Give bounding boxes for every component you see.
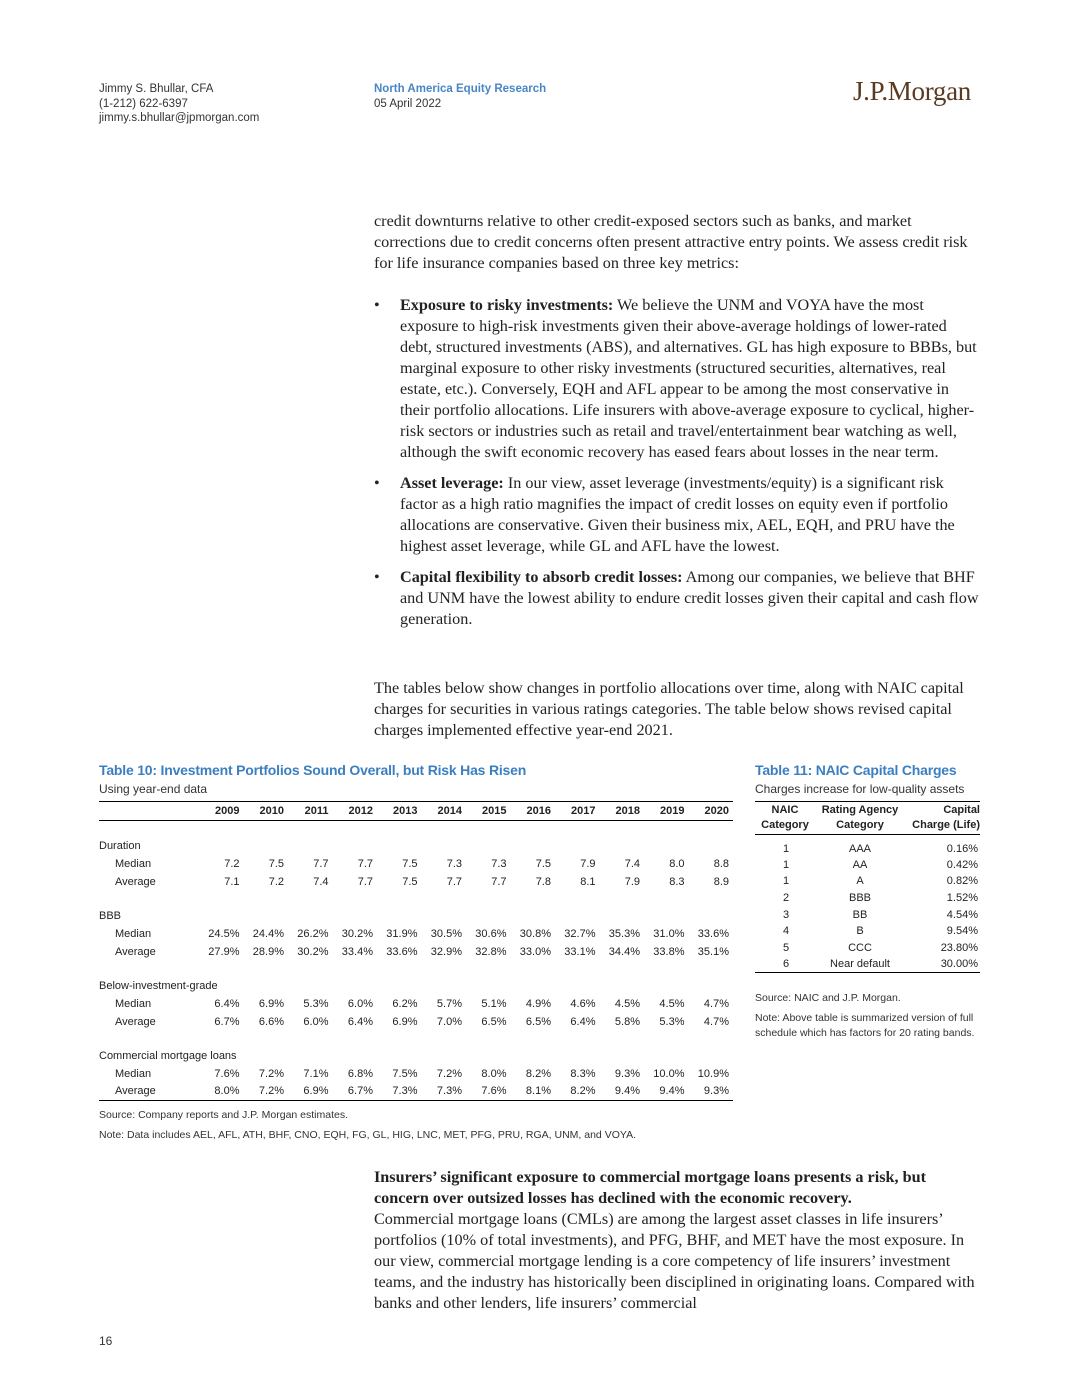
bullet-text: Among our companies, we believe that BHF and UNM have the lowest ability to endure credit losses given their capital and cash flow generation. [400,568,979,628]
list-item [374,567,980,630]
key-metrics-list [374,295,980,640]
table-cell: 7.6% [466,1083,511,1101]
table-cell: 7.0% [436,1015,462,1028]
table-row [99,873,733,891]
naic-category-cell: 5 [783,941,790,954]
row-label: Median [115,927,152,940]
rating-cell: B [856,925,864,938]
table-cell: 7.7 [313,857,329,870]
table-cell: 8.9 [713,875,729,888]
table-cell: 32.9% [430,945,462,958]
capital-charge-header: Capital Charge (Life) [905,802,980,835]
table-cell: 30.6% [475,927,507,940]
table-cell: 7.3 [491,857,507,870]
table-cell: 7.5 [402,875,418,888]
table-cell: 7.7 [491,875,507,888]
table-cell: 30.2% [297,945,329,958]
year-header: 2013 [377,802,422,821]
naic-category-cell: 1 [783,842,790,855]
group-row [99,977,733,995]
label-header [99,802,199,821]
table-cell: 6.8% [347,1067,373,1080]
table-cell: 7.4 [624,857,640,870]
table-cell: 6.7% [333,1083,378,1101]
bullet-title: Capital flexibility to absorb credit losses: [400,568,683,586]
table-cell: 7.1 [224,875,240,888]
table-cell: 31.9% [386,927,418,940]
group-label: Duration [99,839,141,852]
table-cell: 8.0% [481,1067,507,1080]
table-cell: 7.2% [244,1083,289,1101]
table-row [99,1083,733,1101]
table-row [99,943,733,961]
table-cell: 28.9% [252,945,284,958]
table-cell: 10.9% [697,1067,729,1080]
year-header: 2011 [288,802,333,821]
table-cell: 33.6% [386,945,418,958]
group-label: Commercial mortgage loans [99,1049,237,1062]
page-number: 16 [99,1334,113,1348]
table-cell: 26.2% [297,927,329,940]
table-cell: 6.9% [288,1083,333,1101]
table-row [99,925,733,943]
table-cell: 5.7% [436,997,462,1010]
table-cell: 5.3% [303,997,329,1010]
rating-cell: AA [852,858,868,871]
section-paragraph: Commercial mortgage loans (CMLs) are among the largest asset classes in life insurers’ portfolios (10% of total investments), and PFG, BHF, and MET have the most exposure. In our view, commercial mortgage lending is a core competency of life insurers’ investment teams, and the industry has historically been disciplined in originating loans. Compared with banks and other lenders, life insurers’ commercial [374,1210,975,1312]
table-cell: 7.5 [402,857,418,870]
table-cell: 35.3% [608,927,640,940]
charge-cell: 0.16% [946,842,978,855]
charge-cell: 9.54% [946,925,978,938]
author-phone: (1-212) 622-6397 [99,97,188,110]
naic-category-cell: 1 [783,858,790,871]
row-label: Median [115,857,152,870]
spacer-row [99,961,733,977]
jpmorgan-logo: J.P.Morgan [852,76,971,106]
table-cell: 6.4% [214,997,240,1010]
table-cell: 4.7% [703,997,729,1010]
table-cell: 33.8% [653,945,685,958]
year-header: 2009 [199,802,244,821]
table-cell: 7.7 [446,875,462,888]
table-cell: 4.9% [525,997,551,1010]
table-cell: 5.3% [659,1015,685,1028]
table-cell: 6.5% [525,1015,551,1028]
table-row [755,857,980,874]
tables-paragraph: The tables below show changes in portfolio allocations over time, along with NAIC capital charges for securities in various ratings categories. The table below shows revised capital charges implemented effective year-end 2021. [374,679,964,739]
table-cell: 9.3% [689,1083,734,1101]
table-row [99,995,733,1013]
year-header: 2016 [511,802,556,821]
year-header: 2018 [600,802,645,821]
charge-cell: 4.54% [946,908,978,921]
table-cell: 7.5% [392,1067,418,1080]
table-cell: 9.4% [644,1083,689,1101]
naic-category-cell: 3 [783,908,790,921]
table10-note: Note: Data includes AEL, AFL, ATH, BHF, CNO, EQH, FG, GL, HIG, LNC, MET, PFG, PRU, RGA, UNM, and VOYA. [99,1129,637,1141]
table-cell: 6.2% [392,997,418,1010]
rating-cell: AAA [848,842,871,855]
row-label: Median [115,997,152,1010]
table-cell: 6.4% [347,1015,373,1028]
table-row [755,835,980,857]
table-cell: 6.9% [392,1015,418,1028]
charge-cell: 0.82% [946,875,978,888]
table10-body [99,821,733,1101]
table-cell: 8.2% [555,1083,600,1101]
spacer-row [99,821,733,837]
table-row [755,890,980,907]
table-cell: 24.4% [252,927,284,940]
table-cell: 4.5% [659,997,685,1010]
charge-cell: 1.52% [946,891,978,904]
table-cell: 7.2% [436,1067,462,1080]
table-cell: 4.7% [703,1015,729,1028]
year-header: 2012 [333,802,378,821]
spacer-row [99,1031,733,1047]
intro-paragraph: credit downturns relative to other credit-exposed sectors such as banks, and market corrections due to credit concerns often present attractive entry points. We assess credit risk for life insurance companies based on three key metrics: [374,212,968,272]
year-header: 2017 [555,802,600,821]
rating-cell: Near default [815,956,905,973]
rating-cell: BBB [848,891,871,904]
table-cell: 6.0% [347,997,373,1010]
table-cell: 9.4% [600,1083,645,1101]
rating-cell: CCC [848,941,872,954]
year-header: 2010 [244,802,289,821]
table-row [755,956,980,973]
report-date: 05 April 2022 [374,97,442,110]
group-row [99,1047,733,1065]
naic-category-cell: 2 [783,891,790,904]
table-cell: 34.4% [608,945,640,958]
table-cell: 7.4 [313,875,329,888]
author-email[interactable]: jimmy.s.bhullar@jpmorgan.com [99,112,260,124]
author-block [99,82,259,126]
charge-cell: 23.80% [940,941,978,954]
table11-source: Source: NAIC and J.P. Morgan. [755,992,901,1004]
table-cell: 6.7% [214,1015,240,1028]
table-cell: 4.6% [570,997,596,1010]
year-header: 2015 [466,802,511,821]
table-cell: 7.1% [303,1067,329,1080]
bullet-icon: • [374,296,380,314]
spacer-row [99,891,733,907]
table10-title: Table 10: Investment Portfolios Sound Overall, but Risk Has Risen [99,762,527,778]
table-cell: 35.1% [697,945,729,958]
table-cell: 32.7% [564,927,596,940]
row-label: Average [115,1015,156,1028]
table-cell: 7.7 [357,857,373,870]
table-cell: 7.2% [258,1067,284,1080]
table-cell: 30.5% [430,927,462,940]
bullet-text: We believe the UNM and VOYA have the most exposure to high-risk investments given their above-average holdings of lower-rated debt, structured investments (ABS), and alternatives. GL has high exposure to BBBs, but marginal exposure to other risky investments (structured securities, alternatives, real estate, etc.). Conversely, EQH and AFL appear to be among the most conservative in their portfolio allocations. Life insurers with above-average exposure to cyclical, higher-risk sectors or industries such as retail and travel/entertainment bear watching as well, although the swift economic recovery has eased fears about losses in the near term. [400,296,977,461]
table-cell: 33.6% [697,927,729,940]
section-heading: Insurers’ significant exposure to commercial mortgage loans presents a risk, but concern over outsized losses has declined with the economic recovery. [374,1168,926,1207]
bullet-icon: • [374,568,380,586]
table-cell: 8.8 [713,857,729,870]
naic-capital-charges-table [755,801,980,973]
group-label: Below-investment-grade [99,979,218,992]
table-cell: 7.5 [535,857,551,870]
investment-portfolio-table [99,801,733,1101]
table-cell: 7.3% [377,1083,422,1101]
table-header-row [99,802,733,821]
table-cell: 10.0% [653,1067,685,1080]
table-cell: 7.6% [214,1067,240,1080]
table11-title: Table 11: NAIC Capital Charges [755,762,957,778]
charge-cell: 0.42% [946,858,978,871]
bullet-title: Exposure to risky investments: [400,296,614,314]
year-header: 2019 [644,802,689,821]
table10-source: Source: Company reports and J.P. Morgan estimates. [99,1109,349,1121]
charge-cell: 30.00% [905,956,980,973]
table-cell: 6.9% [258,997,284,1010]
author-name: Jimmy S. Bhullar, CFA [99,83,214,95]
table-cell: 8.3% [570,1067,596,1080]
table-cell: 33.1% [564,945,596,958]
table-cell: 33.4% [341,945,373,958]
rating-cell: BB [852,908,868,921]
table-cell: 8.3 [669,875,685,888]
table-cell: 27.9% [208,945,240,958]
naic-category-header: NAIC Category [755,802,815,835]
table-cell: 8.1% [511,1083,556,1101]
rating-agency-header: Rating Agency Category [815,802,905,835]
row-label: Average [115,875,156,888]
table-cell: 7.2 [268,875,284,888]
table-cell: 30.2% [341,927,373,940]
year-header: 2014 [422,802,467,821]
table-cell: 8.2% [525,1067,551,1080]
table-cell: 7.2 [224,857,240,870]
table-cell: 7.3% [422,1083,467,1101]
group-label: BBB [99,909,122,922]
table-cell: 6.6% [258,1015,284,1028]
table-cell: 8.0% [199,1083,244,1101]
row-label: Average [99,1083,199,1101]
naic-category-cell: 6 [755,956,815,973]
table-cell: 6.4% [570,1015,596,1028]
table-row [99,855,733,873]
year-header: 2020 [689,802,734,821]
table-cell: 5.8% [614,1015,640,1028]
table-row [99,1013,733,1031]
table-cell: 8.1 [580,875,596,888]
table-cell: 9.3% [614,1067,640,1080]
list-item [374,295,980,463]
naic-category-cell: 1 [783,875,790,888]
rating-cell: A [856,875,864,888]
table-cell: 7.9 [624,875,640,888]
group-row [99,837,733,855]
table-cell: 6.0% [303,1015,329,1028]
table-cell: 8.0 [669,857,685,870]
table-cell: 31.0% [653,927,685,940]
table11-note: Note: Above table is summarized version of full schedule which has factors for 20 rating bands. [755,1012,975,1039]
table-cell: 4.5% [614,997,640,1010]
table-cell: 7.3 [446,857,462,870]
table-row [755,939,980,956]
group-row [99,907,733,925]
table-header-row [755,802,980,835]
bullet-text: In our view, asset leverage (investments/equity) is a significant risk factor as a high ratio magnifies the impact of credit losses on equity even if portfolio allocations are conservative. Given their business mix, AEL, EQH, and PRU have the highest asset leverage, while GL and AFL have the lowest. [400,474,955,555]
table-cell: 7.5 [268,857,284,870]
table-cell: 7.7 [357,875,373,888]
report-info [374,82,546,111]
table-cell: 6.5% [481,1015,507,1028]
table10-subtitle: Using year-end data [99,782,208,796]
table-cell: 33.0% [519,945,551,958]
row-label: Average [115,945,156,958]
table-cell: 5.1% [481,997,507,1010]
list-item [374,473,980,557]
bullet-title: Asset leverage: [400,474,504,492]
naic-category-cell: 4 [783,925,790,938]
table11-subtitle: Charges increase for low-quality assets [755,782,965,796]
table-cell: 7.8 [535,875,551,888]
department-label: North America Equity Research [374,83,547,95]
table-cell: 30.8% [519,927,551,940]
table-row [755,906,980,923]
table-cell: 32.8% [475,945,507,958]
table-row [99,1065,733,1083]
row-label: Median [115,1067,152,1080]
table-cell: 7.9 [580,857,596,870]
table11-body [755,835,980,973]
bullet-icon: • [374,474,380,492]
table-cell: 24.5% [208,927,240,940]
table-row [755,923,980,940]
table-row [755,873,980,890]
